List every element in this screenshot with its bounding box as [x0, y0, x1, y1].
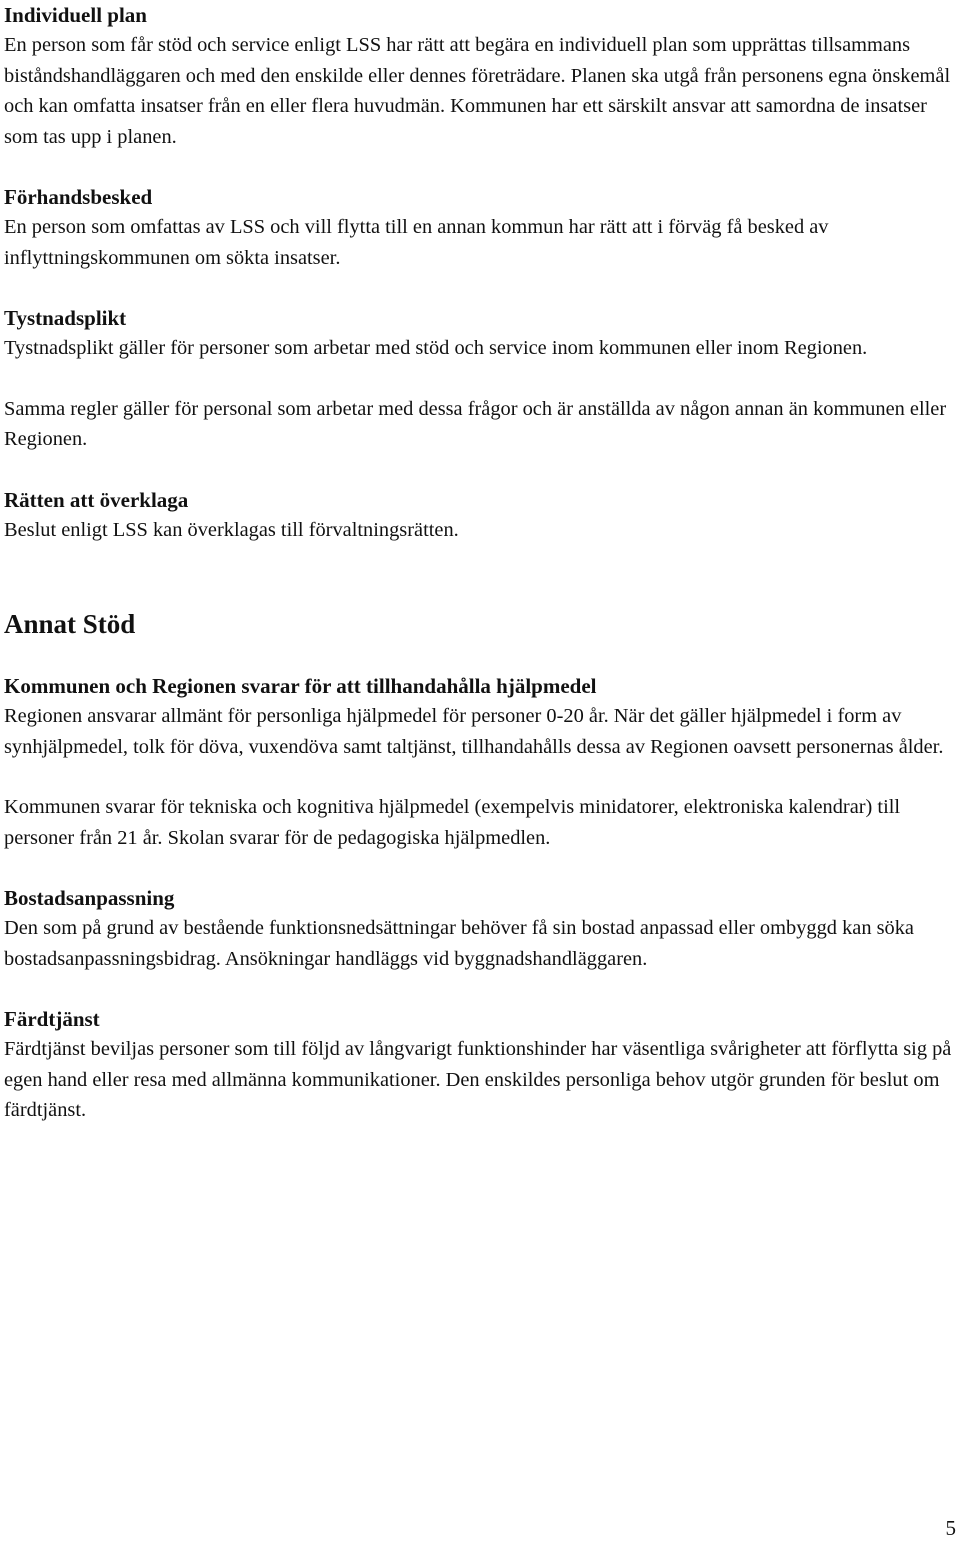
- document-page: [4, 0, 956, 1126]
- section-paragraph: En person som får stöd och service enligt LSS har rätt att begära en individuell plan som upprättas tillsammans biståndshandläggaren och med den enskilde eller dennes företrädare. Planen ska utgå från personens egna önskemål och kan omfatta insatser från en eller flera huvudmän. Kommunen har ett särskilt ansvar att samordna de insatser som tas upp i planen.: [4, 34, 951, 148]
- section-paragraph: Beslut enligt LSS kan överklagas till förvaltningsrätten.: [4, 518, 459, 541]
- section-paragraph: Färdtjänst beviljas personer som till följd av långvarigt funktionshinder har väsentliga svårigheter att förflytta sig på egen hand eller resa med allmänna kommunikationer. Den enskildes personliga behov utgör grunden för beslut om färdtjänst.: [4, 1038, 952, 1121]
- section-heading-ratten-att-overklaga: Rätten att överklaga: [4, 487, 189, 512]
- section-heading-forhandsbesked: Förhandsbesked: [4, 185, 153, 209]
- section-heading-individuell-plan: Individuell plan: [4, 3, 147, 27]
- section-paragraph: Den som på grund av bestående funktionsnedsättningar behöver få sin bostad anpassad eller ombyggd kan söka bostadsanpassningsbidrag. Ansökningar handläggs vid byggnadshandläggaren.: [4, 917, 914, 970]
- page-number: 5: [945, 1516, 956, 1540]
- chapter-title-annat-stod: Annat Stöd: [4, 609, 136, 639]
- section-paragraph: Tystnadsplikt gäller för personer som arbetar med stöd och service inom kommunen eller inom Regionen.: [4, 337, 868, 359]
- section-heading-bostadsanpassning: Bostadsanpassning: [4, 886, 175, 910]
- section-heading-hjalpmedel: Kommunen och Regionen svarar för att tillhandahålla hjälpmedel: [4, 674, 597, 698]
- section-heading-fardtjanst: Färdtjänst: [4, 1007, 100, 1031]
- section-paragraph: Samma regler gäller för personal som arbetar med dessa frågor och är anställda av någon annan än kommunen eller Regionen.: [4, 397, 947, 450]
- section-paragraph: Regionen ansvarar allmänt för personliga hjälpmedel för personer 0-20 år. När det gäller hjälpmedel i form av synhjälpmedel, tolk för döva, vuxendöva samt taltjänst, tillhandahålls dessa av Regionen oavsett personernas ålder.: [4, 705, 944, 758]
- section-heading-tystnadsplikt: Tystnadsplikt: [4, 306, 127, 330]
- section-paragraph: Kommunen svarar för tekniska och kognitiva hjälpmedel (exempelvis minidatorer, elektroniska kalendrar) till personer från 21 år. Skolan svarar för de pedagogiska hjälpmedlen.: [4, 796, 901, 849]
- section-paragraph: En person som omfattas av LSS och vill flytta till en annan kommun har rätt att i förväg få besked av inflyttningskommunen om sökta insatser.: [4, 216, 829, 269]
